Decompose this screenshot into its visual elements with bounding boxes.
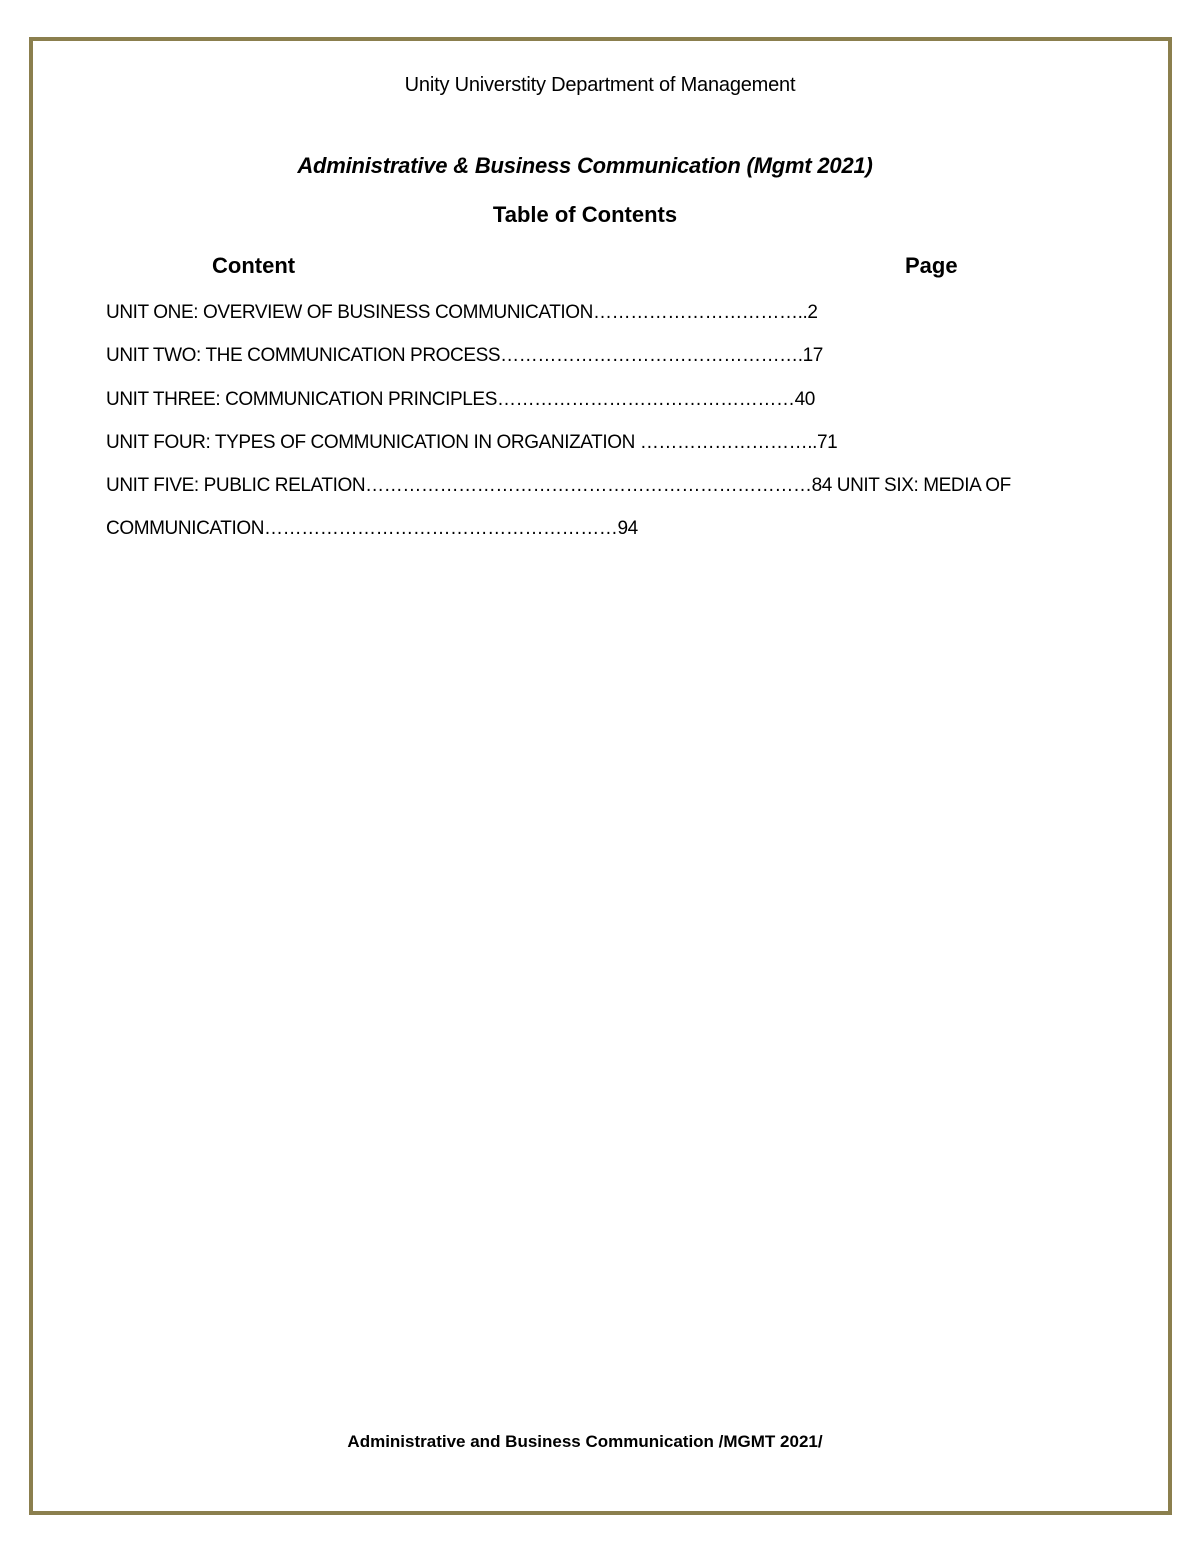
course-title: Administrative & Business Communication (Mgmt 2021) xyxy=(297,153,873,178)
toc-entry-unit-one[interactable]: UNIT ONE: OVERVIEW OF BUSINESS COMMUNICATION……………………………..2 xyxy=(106,302,818,323)
toc-title: Table of Contents xyxy=(492,202,678,227)
toc-entry-unit-three[interactable]: UNIT THREE: COMMUNICATION PRINCIPLES…………………………………………40 xyxy=(106,389,815,410)
toc-entry-unit-five-six[interactable]: UNIT FIVE: PUBLIC RELATION………………………………………………………………84 UNIT SIX: MEDIA OF xyxy=(106,475,1011,496)
toc-entry-unit-four[interactable]: UNIT FOUR: TYPES OF COMMUNICATION IN ORGANIZATION ………………………..71 xyxy=(106,432,838,453)
toc-entry-unit-six-continued[interactable]: COMMUNICATION…………………………………………………94 xyxy=(106,518,638,539)
page-header: Unity Universtity Department of Management xyxy=(404,74,796,96)
toc-column-content-heading: Content xyxy=(212,253,296,278)
page-footer: Administrative and Business Communication /MGMT 2021/ xyxy=(347,1432,823,1451)
toc-column-page-heading: Page xyxy=(905,253,958,278)
page-border xyxy=(29,37,1172,1515)
toc-entry-unit-two[interactable]: UNIT TWO: THE COMMUNICATION PROCESS………………………………………….17 xyxy=(106,345,823,366)
